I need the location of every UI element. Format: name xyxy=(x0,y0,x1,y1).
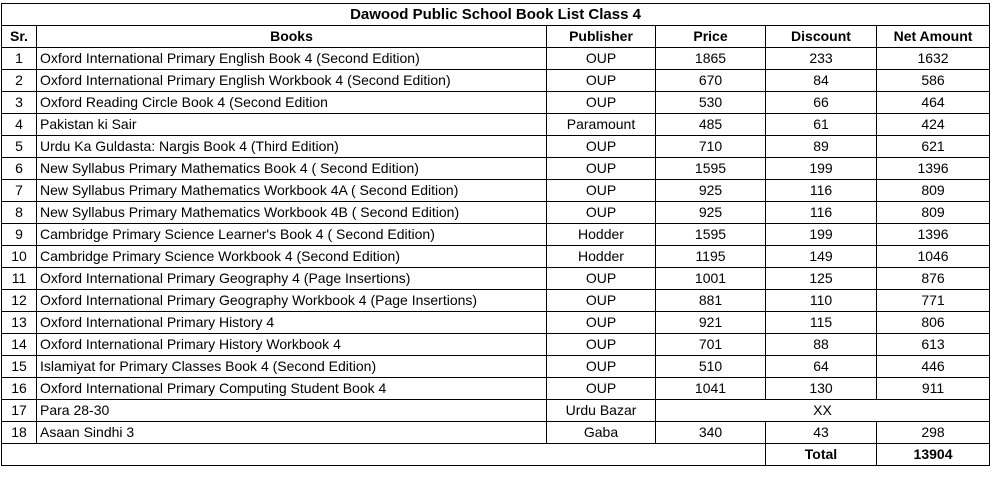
row-price: 925 xyxy=(656,202,766,224)
table-row xyxy=(2,114,990,136)
row-publisher: OUP xyxy=(547,268,656,290)
row-book: Urdu Ka Guldasta: Nargis Book 4 (Third Edition) xyxy=(37,136,547,158)
total-label: Total xyxy=(766,444,877,466)
title-row xyxy=(2,4,990,26)
row-book: New Syllabus Primary Mathematics Workbook 4A ( Second Edition) xyxy=(37,180,547,202)
row-sr: 10 xyxy=(2,246,37,268)
header-row xyxy=(2,26,990,48)
row-sr: 8 xyxy=(2,202,37,224)
table-row xyxy=(2,224,990,246)
table-row xyxy=(2,70,990,92)
row-book: Cambridge Primary Science Learner's Book 4 ( Second Edition) xyxy=(37,224,547,246)
row-sr: 7 xyxy=(2,180,37,202)
row-price: 530 xyxy=(656,92,766,114)
row-sr: 5 xyxy=(2,136,37,158)
table-row xyxy=(2,422,990,444)
row-book: Oxford International Primary English Book 4 (Second Edition) xyxy=(37,48,547,70)
table-row xyxy=(2,290,990,312)
row-sr: 9 xyxy=(2,224,37,246)
row-publisher: Gaba xyxy=(547,422,656,444)
row-discount: 43 xyxy=(766,422,877,444)
row-discount: 64 xyxy=(766,356,877,378)
row-price: 1041 xyxy=(656,378,766,400)
table-row xyxy=(2,356,990,378)
row-book: Islamiyat for Primary Classes Book 4 (Second Edition) xyxy=(37,356,547,378)
table-row xyxy=(2,246,990,268)
table-row xyxy=(2,202,990,224)
row-discount: 88 xyxy=(766,334,877,356)
row-publisher: OUP xyxy=(547,202,656,224)
table-row xyxy=(2,268,990,290)
header-price: Price xyxy=(656,26,766,48)
row-net-amount: 424 xyxy=(877,114,990,136)
row-publisher: OUP xyxy=(547,378,656,400)
row-discount: 116 xyxy=(766,202,877,224)
row-price: 1865 xyxy=(656,48,766,70)
total-row xyxy=(2,444,990,466)
row-publisher: OUP xyxy=(547,334,656,356)
row-merged-value: XX xyxy=(656,400,990,422)
row-price: 1595 xyxy=(656,224,766,246)
row-net-amount: 806 xyxy=(877,312,990,334)
row-sr: 14 xyxy=(2,334,37,356)
table-row xyxy=(2,334,990,356)
row-book: Oxford International Primary English Workbook 4 (Second Edition) xyxy=(37,70,547,92)
row-publisher: OUP xyxy=(547,180,656,202)
row-book: Oxford International Primary History 4 xyxy=(37,312,547,334)
header-discount: Discount xyxy=(766,26,877,48)
table-row xyxy=(2,92,990,114)
row-book: Cambridge Primary Science Workbook 4 (Second Edition) xyxy=(37,246,547,268)
row-price: 670 xyxy=(656,70,766,92)
row-price: 1001 xyxy=(656,268,766,290)
book-list-table xyxy=(1,3,990,466)
row-publisher: Paramount xyxy=(547,114,656,136)
row-net-amount: 613 xyxy=(877,334,990,356)
table-row xyxy=(2,378,990,400)
row-price: 1595 xyxy=(656,158,766,180)
row-net-amount: 911 xyxy=(877,378,990,400)
header-books: Books xyxy=(37,26,547,48)
row-sr: 4 xyxy=(2,114,37,136)
row-book: Oxford International Primary Computing Student Book 4 xyxy=(37,378,547,400)
row-discount: 199 xyxy=(766,224,877,246)
row-price: 1195 xyxy=(656,246,766,268)
row-price: 925 xyxy=(656,180,766,202)
row-net-amount: 586 xyxy=(877,70,990,92)
row-sr: 2 xyxy=(2,70,37,92)
table-row xyxy=(2,158,990,180)
row-net-amount: 876 xyxy=(877,268,990,290)
row-net-amount: 1632 xyxy=(877,48,990,70)
table-row xyxy=(2,180,990,202)
total-value: 13904 xyxy=(877,444,990,466)
row-publisher: OUP xyxy=(547,290,656,312)
row-publisher: OUP xyxy=(547,48,656,70)
row-net-amount: 809 xyxy=(877,202,990,224)
row-price: 485 xyxy=(656,114,766,136)
row-discount: 116 xyxy=(766,180,877,202)
row-discount: 84 xyxy=(766,70,877,92)
row-discount: 115 xyxy=(766,312,877,334)
row-price: 881 xyxy=(656,290,766,312)
row-book: Asaan Sindhi 3 xyxy=(37,422,547,444)
row-price: 921 xyxy=(656,312,766,334)
row-discount: 233 xyxy=(766,48,877,70)
row-book: Oxford International Primary Geography 4 (Page Insertions) xyxy=(37,268,547,290)
row-book: Pakistan ki Sair xyxy=(37,114,547,136)
row-publisher: OUP xyxy=(547,312,656,334)
row-sr: 12 xyxy=(2,290,37,312)
row-net-amount: 298 xyxy=(877,422,990,444)
table-row xyxy=(2,400,990,422)
row-book: Para 28-30 xyxy=(37,400,547,422)
header-net-amount: Net Amount xyxy=(877,26,990,48)
page-title: Dawood Public School Book List Class 4 xyxy=(2,4,990,26)
row-publisher: OUP xyxy=(547,356,656,378)
row-publisher: OUP xyxy=(547,136,656,158)
row-net-amount: 809 xyxy=(877,180,990,202)
row-book: Oxford Reading Circle Book 4 (Second Edition xyxy=(37,92,547,114)
row-discount: 199 xyxy=(766,158,877,180)
row-net-amount: 446 xyxy=(877,356,990,378)
row-sr: 17 xyxy=(2,400,37,422)
row-discount: 89 xyxy=(766,136,877,158)
row-publisher: Urdu Bazar xyxy=(547,400,656,422)
row-sr: 1 xyxy=(2,48,37,70)
row-discount: 130 xyxy=(766,378,877,400)
row-net-amount: 1396 xyxy=(877,158,990,180)
row-publisher: OUP xyxy=(547,158,656,180)
row-price: 710 xyxy=(656,136,766,158)
row-sr: 18 xyxy=(2,422,37,444)
row-book: New Syllabus Primary Mathematics Workbook 4B ( Second Edition) xyxy=(37,202,547,224)
row-sr: 16 xyxy=(2,378,37,400)
row-book: New Syllabus Primary Mathematics Book 4 ( Second Edition) xyxy=(37,158,547,180)
table-row xyxy=(2,312,990,334)
row-net-amount: 1396 xyxy=(877,224,990,246)
row-price: 701 xyxy=(656,334,766,356)
row-publisher: OUP xyxy=(547,92,656,114)
row-sr: 15 xyxy=(2,356,37,378)
row-net-amount: 771 xyxy=(877,290,990,312)
header-sr: Sr. xyxy=(2,26,37,48)
row-sr: 6 xyxy=(2,158,37,180)
total-empty-cell xyxy=(2,444,766,466)
row-sr: 3 xyxy=(2,92,37,114)
row-discount: 149 xyxy=(766,246,877,268)
row-sr: 13 xyxy=(2,312,37,334)
row-net-amount: 1046 xyxy=(877,246,990,268)
row-price: 510 xyxy=(656,356,766,378)
row-discount: 110 xyxy=(766,290,877,312)
row-discount: 61 xyxy=(766,114,877,136)
row-price: 340 xyxy=(656,422,766,444)
header-publisher: Publisher xyxy=(547,26,656,48)
row-sr: 11 xyxy=(2,268,37,290)
row-discount: 66 xyxy=(766,92,877,114)
row-publisher: Hodder xyxy=(547,246,656,268)
table-row xyxy=(2,48,990,70)
row-publisher: Hodder xyxy=(547,224,656,246)
table-row xyxy=(2,136,990,158)
row-discount: 125 xyxy=(766,268,877,290)
row-book: Oxford International Primary History Workbook 4 xyxy=(37,334,547,356)
row-book: Oxford International Primary Geography Workbook 4 (Page Insertions) xyxy=(37,290,547,312)
row-net-amount: 464 xyxy=(877,92,990,114)
row-publisher: OUP xyxy=(547,70,656,92)
row-net-amount: 621 xyxy=(877,136,990,158)
